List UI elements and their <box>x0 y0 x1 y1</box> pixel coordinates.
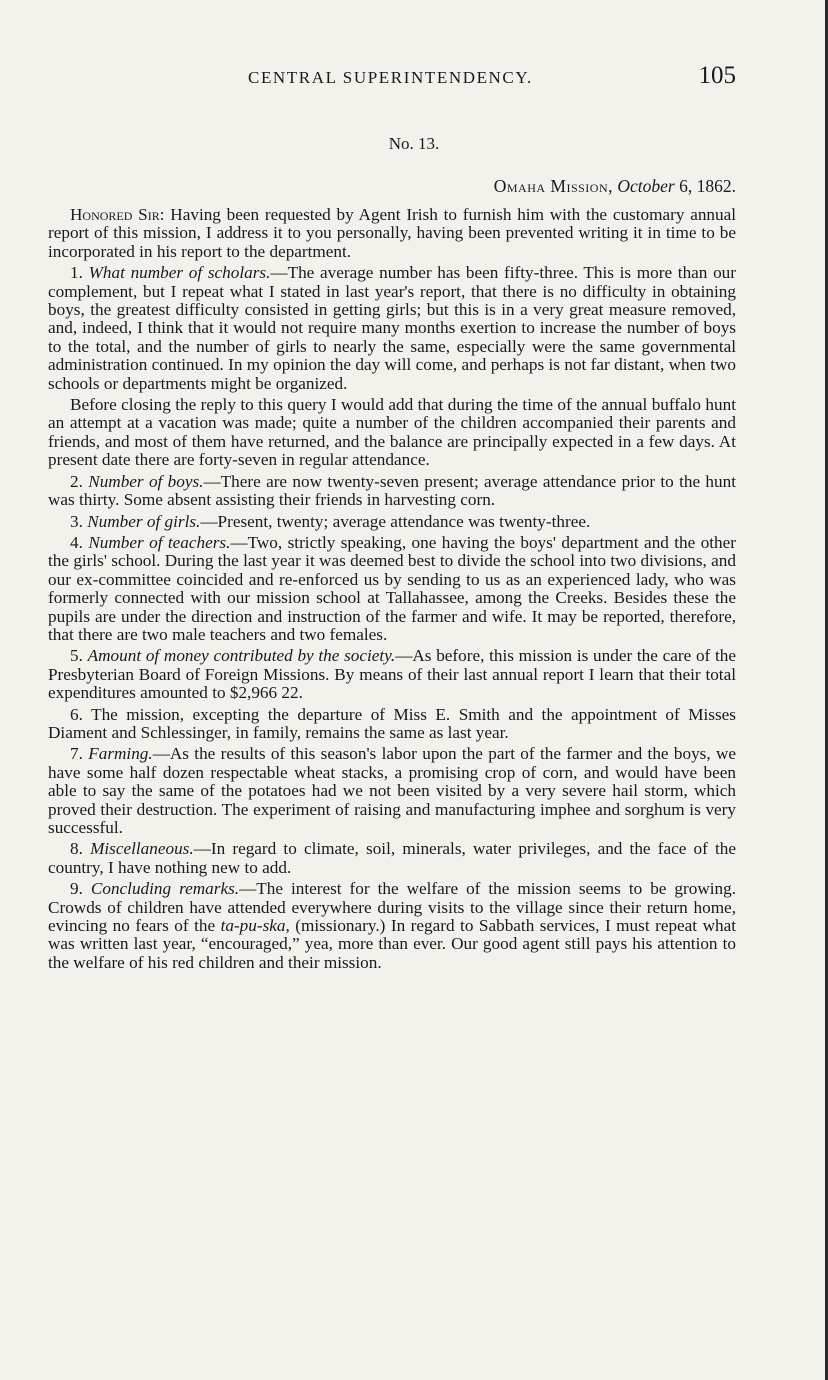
item-number: 9. <box>70 879 91 899</box>
paragraph-text: —There are now twenty-seven present; average attendance prior to the hunt was thirty. Some absent assisting their friends in harvesting corn. <box>48 471 736 510</box>
running-header <box>48 62 736 96</box>
item-number: 2. <box>70 471 89 491</box>
paragraph-salutation <box>48 206 736 261</box>
dateline-place: Omaha Mission, <box>493 176 614 196</box>
item-heading: Amount of money contributed by the society. <box>87 646 396 666</box>
paragraph-text: The mission, excepting the departure of Miss E. Smith and the appointment of Misses Diament and Schlessinger, in family, remains the same as last year. <box>48 704 736 742</box>
item-number: 1. <box>70 263 89 283</box>
paragraph-text: —In regard to climate, soil, minerals, water privileges, and the face of the country, I have nothing new to add. <box>48 839 737 877</box>
paragraph-continuation <box>48 396 736 470</box>
dateline-rest: 6, 1862. <box>679 176 736 196</box>
item-number: 4. <box>70 532 89 552</box>
inline-italic-term: ta-pu-ska, <box>220 916 290 936</box>
item-heading: Miscellaneous. <box>90 839 194 859</box>
paragraph-item-6 <box>48 706 736 743</box>
paragraph-text: —Present, twenty; average attendance was twenty-three. <box>200 511 591 531</box>
paragraph-item-7 <box>48 745 736 837</box>
item-heading: Farming. <box>88 744 153 764</box>
salutation: Honored Sir: <box>70 205 165 224</box>
item-number: 5. <box>70 646 88 666</box>
item-number: 8. <box>70 839 91 859</box>
item-heading: What number of scholars. <box>88 263 271 283</box>
item-heading: Number of teachers. <box>88 532 231 552</box>
document-number: No. 13. <box>388 134 440 153</box>
letter-body <box>48 206 736 975</box>
paragraph-item-8 <box>48 840 736 877</box>
paragraph-text: —Two, strictly speaking, one having the boys' department and the other the girls' school. During the last year it was deemed best to divide the school into two divisions, and our ex-committee coincided and re-enforced us by sending to us as an experienced lady, who was formerly connected with our mission school at Tallahassee, among the Creeks. Besides these the pupils are under the direction and instruction of the farmer and wife. It may be reported, therefore, that there are two male teachers and two females. <box>48 532 737 644</box>
item-heading: Concluding remarks. <box>90 879 240 899</box>
page-number: 105 <box>698 62 736 89</box>
item-number: 7. <box>70 744 89 764</box>
item-heading: Number of boys. <box>88 471 204 491</box>
paragraph-item-5 <box>48 647 736 702</box>
paragraph-item-2 <box>48 473 736 510</box>
item-number: 3. <box>70 511 88 531</box>
paragraph-item-1 <box>48 264 736 393</box>
paragraph-text: —The average number has been fifty-three. This is more than our complement, but I repeat what I stated in last year's report, that there is no difficulty in obtaining boys, the greatest difficulty consisted in getting girls; but this is in a very great measure removed, and, indeed, I think that it would not require many months exertion to increase the number of boys to the total, and the number of girls to nearly the same, especially were the same governmental administration continued. In my opinion the day will come, and perhaps is not far distant, when two schools or departments might be organized. <box>48 263 737 393</box>
paragraph-text: —As the results of this season's labor upon the part of the farmer and the boys, we have some half dozen respectable wheat stacks, a promising crop of corn, and would have been able to say the same of the potatoes had we not been visited by a very severe hail storm, which proved their destruction. The experiment of raising and manufacturing imphee and sorghum is very successful. <box>48 744 737 837</box>
item-heading: Number of girls. <box>87 511 201 531</box>
item-number: 6. <box>70 704 92 724</box>
dateline-month: October <box>617 176 675 196</box>
paragraph-item-9 <box>48 880 736 972</box>
paragraph-text: Having been requested by Agent Irish to furnish him with the customary annual report of this mission, I address it to you personally, having been prevented writing it in time to be incorporated in his report to the department. <box>48 205 737 261</box>
dateline <box>494 176 736 197</box>
paragraph-text: —The interest for the welfare of the mission seems to be growing. Crowds of children have attended everywhere during visits to the village since their return home, evincing no fears of the <box>48 879 736 936</box>
paragraph-text: —As before, this mission is under the care of the Presbyterian Board of Foreign Missions. By means of their last annual report I learn that their total expenditures amounted to $2,966 22. <box>48 646 736 703</box>
paragraph-text: Before closing the reply to this query I would add that during the time of the annual buffalo hunt an attempt at a vacation was made; quite a number of the children accompanied their parents and friends, and most of them have returned, and the balance are principally expected in a few days. At present date there are forty-seven in regular attendance. <box>48 395 736 470</box>
paragraph-item-4 <box>48 534 736 644</box>
paragraph-item-3 <box>48 513 736 531</box>
running-title: CENTRAL SUPERINTENDENCY. <box>248 68 533 87</box>
paragraph-text-after: (missionary.) In regard to Sabbath services, I must repeat what was written last year, “encouraged,” yea, more than ever. Our good agent still pays his attention to the welfare of his red children and their mission. <box>48 916 736 972</box>
